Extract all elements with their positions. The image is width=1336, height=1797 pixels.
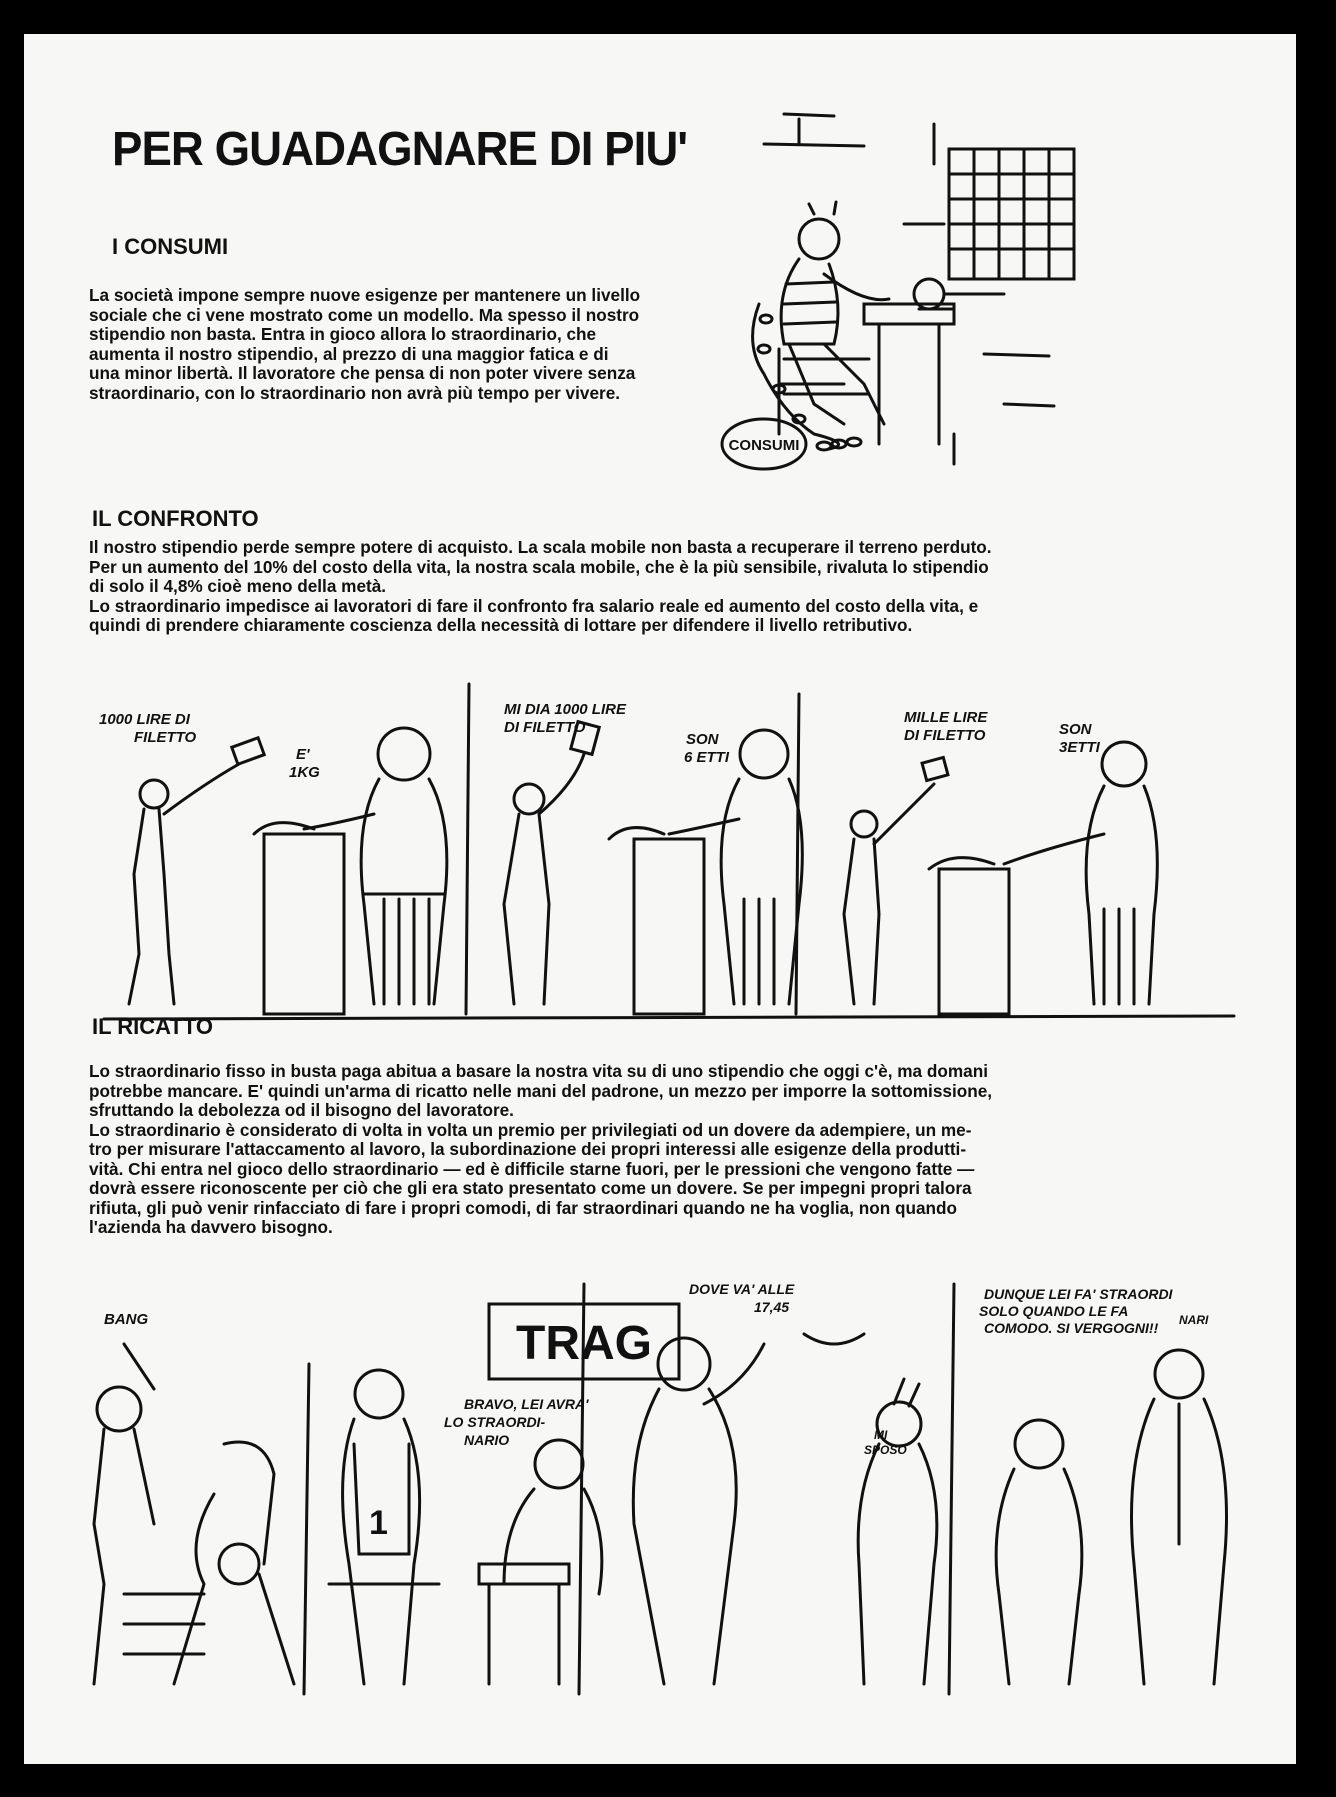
speech-text: DOVE VA' ALLE — [689, 1281, 795, 1297]
speech-text: DI FILETTO — [504, 719, 586, 736]
speech-text: BANG — [104, 1311, 149, 1328]
text-line: quindi di prendere chiaramente coscienza della necessità di lottare per difendere il livello retributivo. — [89, 615, 913, 635]
speech-text: BRAVO, LEI AVRA' — [464, 1396, 589, 1412]
speech-text: SON — [1059, 721, 1092, 738]
text-line: Lo straordinario è considerato di volta in volta un premio per privilegiati od un dovere da adempiere, un me- — [89, 1119, 972, 1140]
text-line: tro per misurare l'attaccamento al lavoro, la subordinazione dei propri interessi alle esigenze della produtti- — [89, 1139, 967, 1159]
jersey-number: 1 — [369, 1504, 388, 1542]
heading-ricatto: IL RICATTO — [92, 1014, 213, 1039]
text-line: La società impone sempre nuove esigenze per mantenere un livello — [89, 285, 641, 305]
speech-text: SPOSO — [864, 1443, 907, 1457]
page — [24, 34, 1296, 1764]
text-line: sociale che ci vene mostrato come un modello. Ma spesso il nostro — [89, 304, 640, 325]
heading-confronto: IL CONFRONTO — [92, 506, 259, 531]
text-line: rifiuta, gli può venir rinfacciato di fare i propri comodi, di far straordinari quando ne ha voglia, non quando — [89, 1197, 958, 1218]
poster-text: TRAG — [516, 1317, 652, 1370]
text-line: l'azienda ha davvero bisogno. — [89, 1217, 333, 1237]
speech-text: DI FILETTO — [904, 727, 986, 744]
speech-text: COMODO. SI VERGOGNI!! — [984, 1320, 1159, 1336]
speech-text: 3ETTI — [1059, 739, 1100, 756]
text-line: Lo straordinario impedisce ai lavoratori di fare il confronto fra salario reale ed aumento del costo della vita, e — [89, 595, 979, 616]
cartoon-strip-butcher — [74, 674, 1254, 1034]
text-line: Lo straordinario fisso in busta paga abitua a basare la nostra vita su di uno stipendio che oggi c'è, ma domani — [89, 1061, 988, 1081]
heading-consumi: I CONSUMI — [112, 234, 229, 259]
speech-text: DUNQUE LEI FA' STRAORDI — [984, 1286, 1173, 1302]
speech-text: MI DIA 1000 LIRE — [504, 701, 626, 718]
text-line: Per un aumento del 10% del costo della vita, la nostra scala mobile, che è la più sensibile, rivaluta lo stipendio — [89, 556, 989, 577]
text-line: straordinario, con lo straordinario non avrà più tempo per vivere. — [89, 382, 621, 403]
text-line: vità. Chi entra nel gioco dello straordinario — ed è difficile starne fuori, per le pressioni che vengono fatte — — [89, 1158, 975, 1179]
speech-text: SOLO QUANDO LE FA — [979, 1303, 1129, 1319]
text-line: stipendio non basta. Entra in gioco allora lo straordinario, che — [89, 324, 597, 344]
text-line: una minor libertà. Il lavoratore che pensa di non poter vivere senza — [89, 363, 636, 383]
cartoon-strip-ricatto — [64, 1264, 1264, 1704]
paragraph-confronto — [89, 538, 1231, 636]
speech-text: 6 ETTI — [684, 749, 730, 766]
speech-text: FILETTO — [134, 729, 197, 746]
speech-text: NARI — [1179, 1313, 1209, 1327]
speech-text: 17,45 — [754, 1299, 790, 1315]
paragraph-consumi — [89, 286, 695, 403]
speech-text: 1000 LIRE DI — [99, 711, 190, 728]
speech-text: LO STRAORDI- — [444, 1414, 546, 1430]
text-line: Il nostro stipendio perde sempre potere di acquisto. La scala mobile non basta a recuperare il terreno perduto. — [89, 537, 992, 557]
text-line: di solo il 4,8% cioè meno della metà. — [89, 576, 387, 596]
text-line: potrebbe mancare. E' quindi un'arma di ricatto nelle mani del padrone, un mezzo per imporre la sottomissione, — [89, 1080, 993, 1101]
speech-text: NARIO — [464, 1432, 510, 1448]
ball-label: CONSUMI — [728, 437, 800, 454]
speech-text: 1KG — [289, 764, 320, 781]
text-line: dovrà essere riconoscente per ciò che gli era stato presentato come un dovere. Se per impegni propri talora — [89, 1178, 972, 1198]
paragraph-ricatto — [89, 1062, 1231, 1238]
page-title: PER GUADAGNARE DI PIU' — [112, 123, 688, 176]
speech-text: SON — [686, 731, 719, 748]
speech-text: MILLE LIRE — [904, 709, 988, 726]
speech-text: MI — [874, 1428, 888, 1442]
text-line: aumenta il nostro stipendio, al prezzo di una maggior fatica e di — [89, 343, 609, 364]
text-line: sfruttando la debolezza od il bisogno del lavoratore. — [89, 1100, 514, 1120]
cartoon-worker-chained — [704, 104, 1104, 474]
speech-text: E' — [296, 746, 310, 763]
